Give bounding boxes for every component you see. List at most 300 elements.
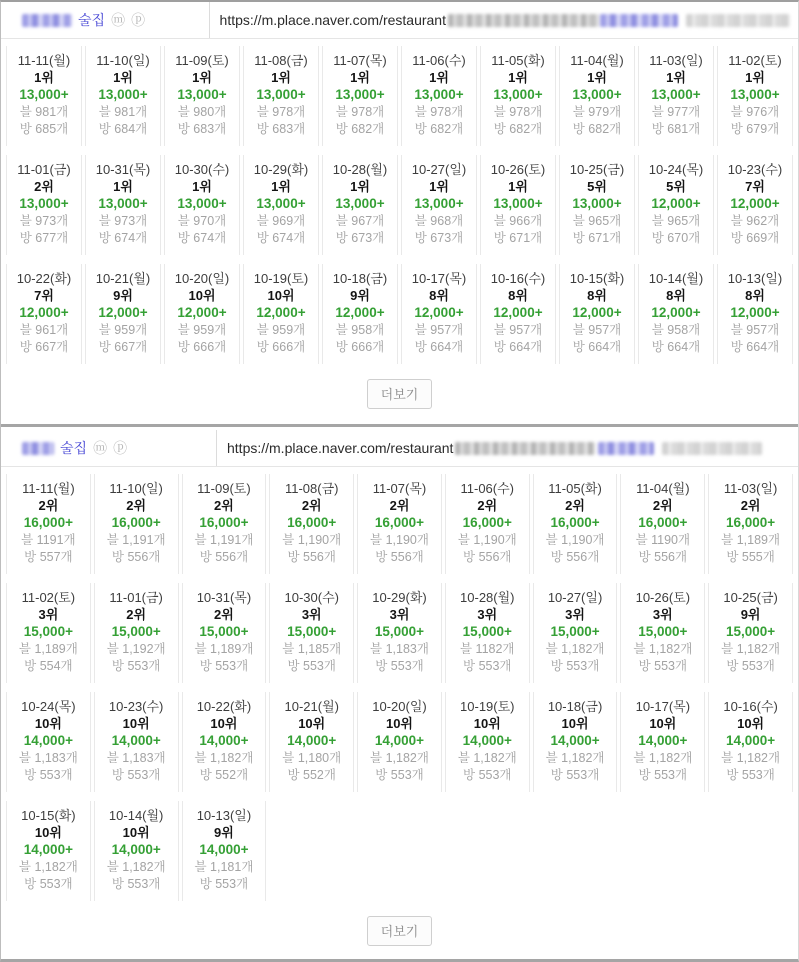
cell-date: 10-14(월)	[648, 271, 704, 286]
cell-date: 10-22(화)	[196, 699, 252, 714]
cell-exposure-count: 13,000+	[177, 87, 227, 102]
cell-blog-review-count: 블 1,182개	[545, 751, 605, 765]
cell-exposure-count: 14,000+	[23, 842, 73, 857]
cell-exposure-count: 13,000+	[256, 196, 306, 211]
cell-exposure-count: 13,000+	[493, 87, 543, 102]
cell-blog-review-count: 블 973개	[98, 214, 148, 228]
cell-exposure-count: 12,000+	[730, 196, 780, 211]
cell-visitor-review-count: 방 682개	[493, 122, 543, 136]
rank-cell	[708, 692, 793, 792]
rank-cell	[357, 474, 442, 574]
rank-cell	[717, 264, 793, 364]
rank-cell	[243, 46, 319, 146]
rank-cell	[708, 474, 793, 574]
cell-visitor-review-count: 방 682개	[335, 122, 385, 136]
cell-rank: 2위	[126, 607, 147, 622]
cell-visitor-review-count: 방 556개	[287, 550, 336, 564]
cell-exposure-count: 15,000+	[462, 624, 512, 639]
cell-blog-review-count: 블 1,191개	[106, 533, 166, 547]
cell-blog-review-count: 블 1,189개	[194, 642, 254, 656]
cell-visitor-review-count: 방 553개	[550, 659, 600, 673]
rank-cell	[708, 583, 793, 683]
cell-blog-review-count: 블 978개	[335, 105, 385, 119]
cell-blog-review-count: 블 981개	[98, 105, 148, 119]
cell-visitor-review-count: 방 667개	[19, 340, 69, 354]
cell-rank: 8위	[745, 288, 765, 303]
cell-exposure-count: 13,000+	[493, 196, 543, 211]
cell-rank: 2위	[389, 498, 410, 513]
cell-blog-review-count: 블 959개	[177, 323, 227, 337]
cell-blog-review-count: 블 966개	[493, 214, 543, 228]
cell-exposure-count: 13,000+	[19, 87, 69, 102]
keyword-cell	[600, 2, 798, 38]
cell-visitor-review-count: 방 673개	[335, 231, 385, 245]
cell-date: 11-10(일)	[109, 481, 163, 496]
rank-cell	[6, 583, 91, 683]
cell-rank: 5위	[666, 179, 686, 194]
cell-exposure-count: 16,000+	[111, 515, 161, 530]
cell-blog-review-count: 블 1,189개	[721, 533, 781, 547]
cell-exposure-count: 13,000+	[572, 196, 622, 211]
cell-exposure-count: 16,000+	[374, 515, 425, 530]
cell-blog-review-count: 블 1,182개	[106, 860, 166, 874]
redacted-keyword-extra	[686, 14, 790, 27]
cell-blog-review-count: 블 1,182개	[545, 642, 605, 656]
cell-blog-review-count: 블 1,185개	[282, 642, 342, 656]
rank-cell	[164, 155, 240, 255]
cell-date: 11-07(목)	[333, 53, 387, 68]
cell-visitor-review-count: 방 666개	[335, 340, 385, 354]
cell-rank: 10위	[473, 716, 501, 731]
cell-visitor-review-count: 방 553개	[638, 659, 688, 673]
cell-date: 11-08(금)	[284, 481, 339, 496]
cell-rank: 1위	[192, 179, 212, 194]
rank-cell	[6, 46, 82, 146]
cell-exposure-count: 14,000+	[374, 733, 425, 748]
cell-rank: 10위	[737, 716, 765, 731]
rank-cell	[638, 46, 714, 146]
cell-visitor-review-count: 방 664개	[572, 340, 622, 354]
cell-blog-review-count: 블 1,182개	[721, 751, 781, 765]
cell-visitor-review-count: 방 670개	[651, 231, 701, 245]
cell-date: 10-27(일)	[547, 590, 603, 605]
rank-cell	[269, 692, 354, 792]
cell-exposure-count: 12,000+	[256, 305, 306, 320]
cell-rank: 3위	[38, 607, 59, 622]
cell-visitor-review-count: 방 552개	[199, 768, 249, 782]
cell-rank: 8위	[666, 288, 686, 303]
rank-cell	[164, 264, 240, 364]
cell-rank: 10위	[34, 716, 62, 731]
cell-visitor-review-count: 방 553개	[726, 659, 775, 673]
cell-visitor-review-count: 방 677개	[19, 231, 69, 245]
cell-blog-review-count: 블 1,189개	[18, 642, 78, 656]
cell-rank: 1위	[350, 179, 370, 194]
cell-date: 10-25(금)	[569, 162, 625, 177]
cell-blog-review-count: 블 1,183개	[106, 751, 166, 765]
cell-visitor-review-count: 방 553개	[463, 768, 512, 782]
cell-blog-review-count: 블 1,182개	[633, 751, 693, 765]
cell-rank: 1위	[113, 70, 133, 85]
rank-cell	[533, 583, 618, 683]
cell-exposure-count: 12,000+	[493, 305, 543, 320]
cell-rank: 1위	[350, 70, 370, 85]
cell-date: 10-29(화)	[253, 162, 309, 177]
mobile-place-badge-icon[interactable]: ⓜ	[93, 440, 108, 456]
cell-rank: 1위	[666, 70, 686, 85]
cell-visitor-review-count: 방 666개	[256, 340, 306, 354]
cell-rank: 1위	[508, 70, 528, 85]
cell-date: 11-08(금)	[254, 53, 308, 68]
rank-cell	[533, 692, 618, 792]
rank-cell	[6, 155, 82, 255]
cell-date: 10-20(일)	[174, 271, 230, 286]
cell-blog-review-count: 블 1,183개	[370, 642, 429, 656]
cell-exposure-count: 14,000+	[23, 733, 73, 748]
cell-date: 10-29(화)	[372, 590, 427, 605]
cell-blog-review-count: 블 957개	[493, 323, 543, 337]
cell-exposure-count: 12,000+	[414, 305, 464, 320]
rank-cell	[357, 583, 442, 683]
rank-cell	[445, 692, 530, 792]
rank-cell	[445, 583, 530, 683]
rank-cell	[94, 474, 179, 574]
cell-blog-review-count: 블 958개	[335, 323, 385, 337]
cell-rank: 2위	[565, 498, 585, 513]
rank-cell	[269, 474, 354, 574]
cell-rank: 2위	[301, 498, 322, 513]
cell-blog-review-count: 블 968개	[414, 214, 464, 228]
cell-visitor-review-count: 방 671개	[493, 231, 543, 245]
cell-date: 10-30(수)	[284, 590, 339, 605]
cell-rank: 2위	[126, 498, 147, 513]
cell-date: 10-20(일)	[372, 699, 427, 714]
rank-cell	[717, 46, 793, 146]
rank-cell	[620, 692, 705, 792]
cell-exposure-count: 12,000+	[335, 305, 385, 320]
cell-exposure-count: 14,000+	[726, 733, 776, 748]
cell-date: 10-28(월)	[332, 162, 388, 177]
cell-blog-review-count: 블 1,190개	[545, 533, 605, 547]
place-url: https://m.place.naver.com/restaurant	[227, 440, 454, 456]
cell-blog-review-count: 블 965개	[572, 214, 622, 228]
cell-rank: 3위	[652, 607, 673, 622]
cell-date: 11-05(화)	[548, 481, 602, 496]
cell-rank: 3위	[389, 607, 410, 622]
cell-exposure-count: 15,000+	[199, 624, 249, 639]
cell-blog-review-count: 블 958개	[651, 323, 701, 337]
cell-blog-review-count: 블 970개	[177, 214, 227, 228]
rank-cell	[322, 155, 398, 255]
rank-cell	[620, 474, 705, 574]
cell-date: 11-07(목)	[372, 481, 427, 496]
cell-date: 10-18(금)	[332, 271, 388, 286]
cell-rank: 2위	[34, 179, 54, 194]
cell-exposure-count: 16,000+	[23, 515, 73, 530]
rank-cell	[6, 474, 91, 574]
cell-date: 10-15(화)	[21, 808, 76, 823]
cell-blog-review-count: 블 981개	[19, 105, 69, 119]
rank-cell	[401, 46, 477, 146]
cell-rank: 9위	[740, 607, 761, 622]
rank-cell	[85, 264, 161, 364]
more-button-2[interactable]: 더보기	[367, 916, 433, 946]
redacted-keyword-extra	[662, 442, 762, 455]
rank-cell	[357, 692, 442, 792]
panel-2-header	[1, 430, 798, 467]
cell-date: 11-11(월)	[22, 481, 75, 496]
cell-blog-review-count: 블 1,183개	[18, 751, 78, 765]
cell-rank: 1위	[508, 179, 528, 194]
cell-visitor-review-count: 방 684개	[98, 122, 148, 136]
cell-blog-review-count: 블 1,192개	[106, 642, 166, 656]
cell-exposure-count: 12,000+	[98, 305, 148, 320]
cell-rank: 1위	[271, 70, 291, 85]
more-row-1	[1, 373, 798, 422]
cell-exposure-count: 13,000+	[335, 87, 385, 102]
cell-exposure-count: 12,000+	[651, 305, 701, 320]
cell-blog-review-count: 블 1,191개	[194, 533, 254, 547]
cell-rank: 8위	[587, 288, 607, 303]
cell-date: 10-17(목)	[635, 699, 691, 714]
keyword-cell	[598, 430, 798, 466]
place-url-cell	[210, 2, 600, 38]
cell-visitor-review-count: 방 556개	[463, 550, 512, 564]
cell-visitor-review-count: 방 667개	[98, 340, 148, 354]
cell-visitor-review-count: 방 683개	[256, 122, 306, 136]
cell-exposure-count: 12,000+	[19, 305, 69, 320]
cell-date: 10-21(월)	[284, 699, 339, 714]
cell-exposure-count: 15,000+	[111, 624, 161, 639]
cell-exposure-count: 15,000+	[374, 624, 425, 639]
redacted-place-name	[22, 442, 54, 455]
rank-cell	[559, 264, 635, 364]
cell-exposure-count: 15,000+	[23, 624, 73, 639]
cell-rank: 1위	[429, 70, 449, 85]
rank-cell	[85, 155, 161, 255]
cell-blog-review-count: 블 1,182개	[721, 642, 781, 656]
cell-visitor-review-count: 방 674개	[98, 231, 148, 245]
cell-rank: 8위	[508, 288, 528, 303]
rank-cell	[182, 474, 267, 574]
cell-rank: 10위	[122, 716, 150, 731]
cell-date: 10-28(월)	[460, 590, 515, 605]
cell-rank: 1위	[745, 70, 765, 85]
cell-date: 10-26(토)	[635, 590, 691, 605]
cell-exposure-count: 13,000+	[19, 196, 69, 211]
cell-date: 10-24(목)	[648, 162, 704, 177]
cell-rank: 9위	[214, 825, 234, 840]
cell-blog-review-count: 블 976개	[730, 105, 780, 119]
cell-rank: 1위	[429, 179, 449, 194]
cell-date: 11-02(토)	[728, 53, 782, 68]
cell-blog-review-count: 블 962개	[730, 214, 780, 228]
place-name-link[interactable]: 술집	[78, 12, 106, 28]
rank-cell	[322, 264, 398, 364]
mobile-place-badge-icon[interactable]: ⓜ	[111, 12, 126, 28]
cell-date: 10-27(일)	[411, 162, 467, 177]
cell-blog-review-count: 블 1,182개	[457, 751, 517, 765]
cell-date: 10-17(목)	[411, 271, 467, 286]
cell-visitor-review-count: 방 669개	[730, 231, 780, 245]
redacted-keyword	[598, 442, 654, 455]
rank-cell	[401, 155, 477, 255]
cell-exposure-count: 13,000+	[256, 87, 306, 102]
cell-visitor-review-count: 방 666개	[177, 340, 227, 354]
cell-date: 10-30(수)	[174, 162, 230, 177]
cell-blog-review-count: 블 1,190개	[370, 533, 429, 547]
cell-exposure-count: 14,000+	[462, 733, 512, 748]
pc-place-badge-icon[interactable]: ⓟ	[113, 440, 128, 456]
cell-rank: 10위	[122, 825, 150, 840]
cell-visitor-review-count: 방 553개	[111, 877, 161, 891]
rank-cell	[85, 46, 161, 146]
redacted-place-name	[22, 14, 72, 27]
cell-exposure-count: 15,000+	[726, 624, 776, 639]
cell-exposure-count: 13,000+	[335, 196, 385, 211]
cell-rank: 2위	[740, 498, 761, 513]
cell-rank: 10위	[267, 288, 295, 303]
cell-blog-review-count: 블 959개	[256, 323, 306, 337]
cell-date: 10-22(화)	[16, 271, 72, 286]
place-panel-1	[1, 2, 798, 422]
redacted-url-id	[448, 14, 600, 27]
cell-visitor-review-count: 방 674개	[256, 231, 306, 245]
cell-visitor-review-count: 방 681개	[651, 122, 701, 136]
rank-cell	[182, 692, 267, 792]
cell-date: 10-19(토)	[460, 699, 515, 714]
rank-grid-2	[1, 467, 798, 910]
pc-place-badge-icon[interactable]: ⓟ	[131, 12, 146, 28]
cell-visitor-review-count: 방 664개	[414, 340, 464, 354]
cell-date: 10-31(목)	[196, 590, 252, 605]
cell-rank: 9위	[113, 288, 133, 303]
cell-blog-review-count: 블 1,182개	[194, 751, 254, 765]
cell-blog-review-count: 블 967개	[335, 214, 385, 228]
more-row-2	[1, 910, 798, 959]
redacted-keyword	[600, 14, 678, 27]
cell-exposure-count: 15,000+	[287, 624, 337, 639]
rank-cell	[94, 801, 179, 901]
cell-blog-review-count: 블 1,180개	[282, 751, 342, 765]
cell-blog-review-count: 블 978개	[256, 105, 306, 119]
cell-exposure-count: 14,000+	[199, 733, 249, 748]
cell-date: 10-19(토)	[253, 271, 309, 286]
cell-visitor-review-count: 방 682개	[414, 122, 464, 136]
place-name-cell	[1, 430, 217, 466]
panel-1-header	[1, 2, 798, 39]
cell-blog-review-count: 블 965개	[651, 214, 701, 228]
cell-rank: 3위	[477, 607, 498, 622]
rank-cell	[243, 264, 319, 364]
cell-blog-review-count: 블 1190개	[635, 533, 691, 547]
cell-exposure-count: 16,000+	[726, 515, 776, 530]
cell-visitor-review-count: 방 553개	[199, 659, 249, 673]
cell-exposure-count: 12,000+	[651, 196, 701, 211]
cell-blog-review-count: 블 980개	[177, 105, 227, 119]
rank-cell	[182, 583, 267, 683]
cell-visitor-review-count: 방 553개	[375, 768, 424, 782]
cell-visitor-review-count: 방 553개	[24, 768, 73, 782]
redacted-url-id	[455, 442, 595, 455]
rank-grid-1	[1, 39, 798, 373]
cell-visitor-review-count: 방 553개	[463, 659, 512, 673]
cell-blog-review-count: 블 1191개	[21, 533, 76, 547]
cell-rank: 7위	[34, 288, 54, 303]
cell-date: 11-06(수)	[460, 481, 515, 496]
more-button-1[interactable]: 더보기	[367, 379, 433, 409]
cell-exposure-count: 12,000+	[177, 305, 227, 320]
rank-cell	[6, 264, 82, 364]
cell-rank: 9위	[350, 288, 370, 303]
cell-exposure-count: 12,000+	[572, 305, 622, 320]
cell-exposure-count: 13,000+	[730, 87, 780, 102]
panel-divider	[1, 424, 798, 427]
rank-cell	[559, 155, 635, 255]
cell-date: 10-23(수)	[108, 699, 164, 714]
cell-exposure-count: 13,000+	[98, 87, 148, 102]
cell-visitor-review-count: 방 553개	[111, 659, 161, 673]
cell-visitor-review-count: 방 664개	[493, 340, 543, 354]
cell-date: 11-02(토)	[21, 590, 76, 605]
cell-date: 10-13(일)	[727, 271, 783, 286]
cell-date: 10-16(수)	[490, 271, 546, 286]
cell-blog-review-count: 블 957개	[730, 323, 780, 337]
cell-blog-review-count: 블 978개	[493, 105, 543, 119]
cell-exposure-count: 14,000+	[199, 842, 249, 857]
rank-cell	[94, 692, 179, 792]
cell-visitor-review-count: 방 553개	[111, 768, 161, 782]
rank-cell	[445, 474, 530, 574]
rank-cell	[94, 583, 179, 683]
cell-visitor-review-count: 방 685개	[19, 122, 69, 136]
cell-visitor-review-count: 방 556개	[111, 550, 161, 564]
cell-date: 10-31(목)	[95, 162, 151, 177]
cell-rank: 2위	[477, 498, 498, 513]
cell-date: 11-05(화)	[491, 53, 545, 68]
cell-visitor-review-count: 방 679개	[730, 122, 780, 136]
cell-exposure-count: 13,000+	[572, 87, 622, 102]
place-name-cell	[1, 2, 210, 38]
cell-exposure-count: 14,000+	[550, 733, 600, 748]
cell-blog-review-count: 블 1,181개	[194, 860, 254, 874]
cell-date: 11-04(월)	[570, 53, 624, 68]
cell-rank: 1위	[271, 179, 291, 194]
cell-exposure-count: 13,000+	[651, 87, 701, 102]
cell-blog-review-count: 블 969개	[256, 214, 306, 228]
cell-visitor-review-count: 방 553개	[199, 877, 249, 891]
cell-visitor-review-count: 방 671개	[572, 231, 622, 245]
rank-cell	[638, 155, 714, 255]
cell-blog-review-count: 블 959개	[98, 323, 148, 337]
place-panel-2	[1, 430, 798, 959]
rank-cell	[620, 583, 705, 683]
cell-visitor-review-count: 방 554개	[24, 659, 73, 673]
cell-visitor-review-count: 방 556개	[550, 550, 600, 564]
cell-date: 11-03(일)	[723, 481, 778, 496]
place-name-link[interactable]: 술집	[60, 440, 88, 456]
rank-cell	[717, 155, 793, 255]
cell-visitor-review-count: 방 664개	[651, 340, 701, 354]
cell-exposure-count: 13,000+	[177, 196, 227, 211]
cell-blog-review-count: 블 1182개	[460, 642, 515, 656]
cell-visitor-review-count: 방 683개	[177, 122, 227, 136]
cell-rank: 8위	[429, 288, 449, 303]
rank-cell	[401, 264, 477, 364]
cell-visitor-review-count: 방 553개	[638, 768, 688, 782]
cell-rank: 1위	[192, 70, 212, 85]
cell-exposure-count: 14,000+	[638, 733, 688, 748]
